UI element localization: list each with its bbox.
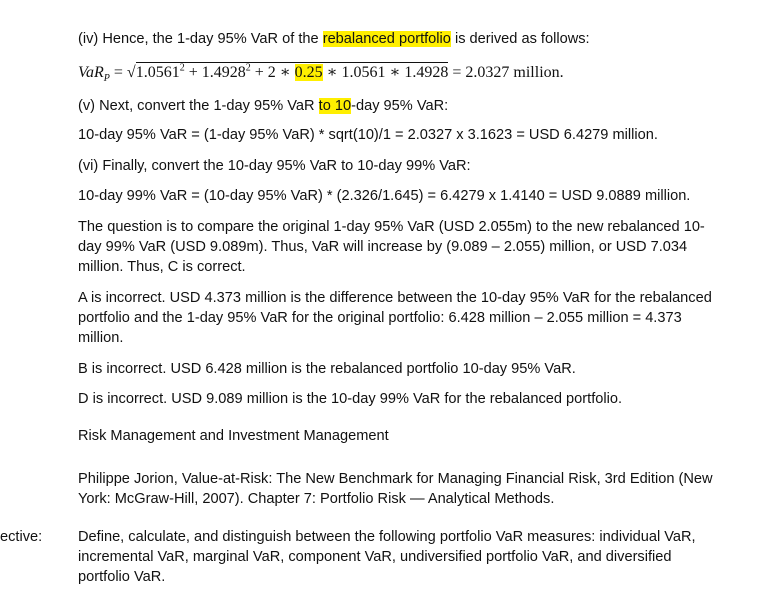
highlighted-correlation: 0.25 bbox=[294, 64, 323, 81]
step-v-text-before: (v) Next, convert the 1-day 95% VaR bbox=[78, 98, 319, 114]
objective-label: ective: bbox=[0, 529, 43, 545]
step-iv-line bbox=[78, 29, 590, 49]
step-v-text-after: -day 95% VaR: bbox=[351, 98, 449, 114]
formula-rest: ∗ 1.0561 ∗ 1.4928 bbox=[322, 64, 449, 81]
sqrt-radicand bbox=[136, 62, 449, 81]
calc-10day-95: 10-day 95% VaR = (1-day 95% VaR) * sqrt(10)/1 = 2.0327 x 3.1623 = USD 6.4279 million. bbox=[78, 127, 658, 143]
highlighted-text: to 10 bbox=[318, 98, 352, 114]
step-iv-text-before: (iv) Hence, the 1-day 95% VaR of the bbox=[78, 31, 323, 47]
var-formula bbox=[78, 63, 564, 83]
formula-exp2: 2 bbox=[245, 62, 251, 74]
sqrt-symbol: √ bbox=[126, 64, 136, 81]
formula-plus2: + 2 ∗ bbox=[250, 64, 295, 81]
highlighted-text: rebalanced portfolio bbox=[322, 31, 451, 47]
formula-result: = 2.0327 million. bbox=[448, 64, 564, 81]
option-d-paragraph: D is incorrect. USD 9.089 million is the 10-day 99% VaR for the rebalanced portfolio. bbox=[78, 391, 623, 407]
option-b-paragraph: B is incorrect. USD 6.428 million is the rebalanced portfolio 10-day 95% VaR. bbox=[78, 361, 576, 377]
formula-equals: = bbox=[109, 64, 127, 81]
formula-plus1: + 1.4928 bbox=[184, 64, 246, 81]
step-iv-text-after: is derived as follows: bbox=[450, 31, 590, 47]
formula-var-subscript: P bbox=[103, 73, 110, 85]
reference-paragraph: Philippe Jorion, Value-at-Risk: The New Benchmark for Managing Financial Risk, 3rd Edition (New York: McGraw-Hill, 2007). Chapter 7: Portfolio Risk — Analytical Methods. bbox=[78, 471, 713, 507]
topic-heading: Risk Management and Investment Management bbox=[78, 428, 389, 444]
step-v-line bbox=[78, 96, 448, 116]
formula-exp1: 2 bbox=[179, 62, 185, 74]
step-vi-line: (vi) Finally, convert the 10-day 95% VaR to 10-day 99% VaR: bbox=[78, 158, 471, 174]
formula-var-symbol: VaR bbox=[78, 64, 104, 81]
objective-text: Define, calculate, and distinguish between the following portfolio VaR measures: individual VaR, incremental VaR, marginal VaR, component VaR, undiversified portfolio VaR, and diversified portfolio VaR. bbox=[78, 529, 696, 585]
calc-10day-99: 10-day 99% VaR = (10-day 95% VaR) * (2.326/1.645) = 6.4279 x 1.4140 = USD 9.0889 million. bbox=[78, 188, 691, 204]
formula-term1: 1.0561 bbox=[135, 64, 180, 81]
conclusion-paragraph: The question is to compare the original 1-day 95% VaR (USD 2.055m) to the new rebalanced 10-day 99% VaR (USD 9.089m). Thus, VaR will increase by (9.089 – 2.055) million, or USD 7.034 million. Thus, C is correct. bbox=[78, 219, 705, 275]
option-a-paragraph: A is incorrect. USD 4.373 million is the difference between the 10-day 95% VaR for the rebalanced portfolio and the 1-day 95% VaR for the original portfolio: 6.428 million – 2.055 million = 4.373 million. bbox=[78, 290, 712, 346]
